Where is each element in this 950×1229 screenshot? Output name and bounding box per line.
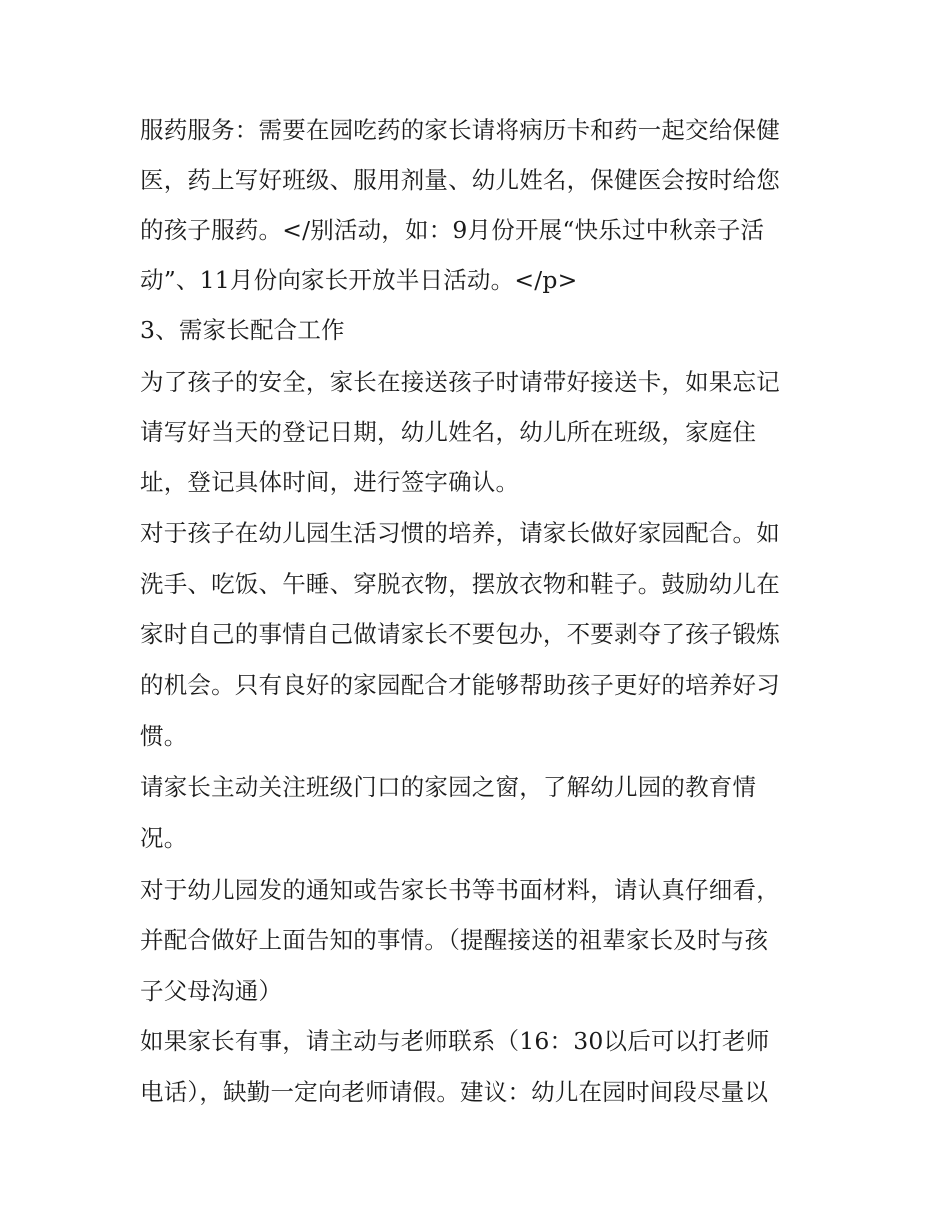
- text-line: 医，药上写好班级、服用剂量、幼儿姓名，保健医会按时给您: [140, 166, 780, 194]
- text-line: 如果家长有事，请主动与老师联系（16：30以后可以打老师: [140, 1027, 770, 1055]
- text-line: 并配合做好上面告知的事情。（提醒接送的祖辈家长及时与孩: [140, 926, 769, 954]
- text-line: 请家长主动关注班级门口的家园之窗，了解幼儿园的教育情: [140, 773, 757, 801]
- text-line: 惯。: [140, 722, 188, 750]
- text-line: 动”、11月份向家长开放半日活动。</p>: [140, 266, 578, 294]
- text-line: 服药服务：需要在园吃药的家长请将病历卡和药一起交给保健: [140, 116, 780, 144]
- text-line: 对于孩子在幼儿园生活习惯的培养，请家长做好家园配合。如: [140, 519, 780, 547]
- text-line: 电话），缺勤一定向老师请假。建议：幼儿在园时间段尽量以: [140, 1078, 769, 1106]
- text-line: 子父母沟通）: [140, 977, 283, 1005]
- text-line: 的孩子服药。</别活动，如：9月份开展“快乐过中秋亲子活: [140, 216, 765, 244]
- text-line: 洗手、吃饭、午睡、穿脱衣物，摆放衣物和鞋子。鼓励幼儿在: [140, 570, 780, 598]
- text-line: 对于幼儿园发的通知或告家长书等书面材料，请认真仔细看，: [140, 876, 780, 904]
- text-line: 请写好当天的登记日期，幼儿姓名，幼儿所在班级，家庭住: [140, 418, 757, 446]
- text-line: 的机会。只有良好的家园配合才能够帮助孩子更好的培养好习: [140, 671, 780, 699]
- text-line: 家时自己的事情自己做请家长不要包办，不要剥夺了孩子锻炼: [140, 620, 780, 648]
- text-line: 为了孩子的安全，家长在接送孩子时请带好接送卡，如果忘记: [140, 368, 780, 396]
- text-line: 址，登记具体时间，进行签字确认。: [140, 468, 520, 496]
- text-line: 况。: [140, 824, 188, 852]
- section-heading: 3、需家长配合工作: [140, 316, 345, 344]
